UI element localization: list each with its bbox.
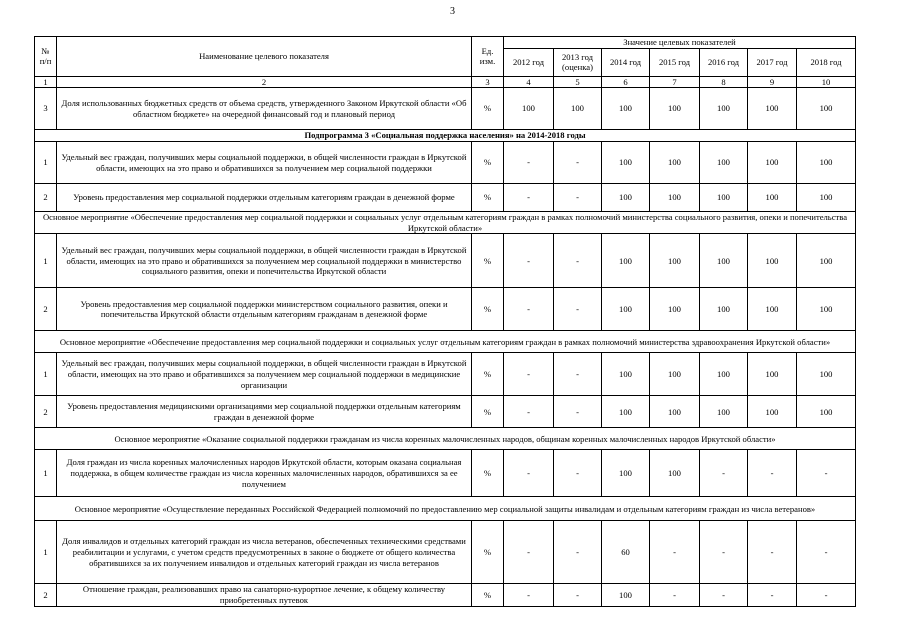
unit-cell: %	[472, 584, 504, 606]
column-number: 1	[35, 76, 57, 88]
value-cell: -	[650, 584, 700, 606]
section-row	[35, 428, 856, 450]
value-cell: 100	[554, 88, 602, 130]
value-cell: -	[700, 521, 748, 584]
column-number: 7	[650, 76, 700, 88]
value-cell: -	[797, 450, 856, 497]
column-number: 6	[602, 76, 650, 88]
value-cell: 100	[650, 234, 700, 288]
activity-title: Основное мероприятие «Оказание социальной поддержки гражданам из числа коренных малочисленных народов, общинам коренных малочисленных народов Иркутской области»	[35, 428, 856, 450]
value-cell: 100	[748, 142, 797, 184]
value-cell: 100	[797, 396, 856, 428]
indicator-name: Уровень предоставления мер социальной поддержки отдельным категориям граждан в денежной форме	[57, 184, 472, 212]
unit-cell: %	[472, 234, 504, 288]
row-number: 1	[35, 521, 57, 584]
value-cell: -	[504, 521, 554, 584]
header-values-group: Значение целевых показателей	[504, 37, 856, 49]
row-number: 2	[35, 288, 57, 331]
header-row-top	[35, 37, 856, 49]
value-cell: -	[504, 288, 554, 331]
value-cell: -	[554, 184, 602, 212]
row-number: 1	[35, 142, 57, 184]
header-year: 2018 год	[797, 48, 856, 76]
section-row	[35, 212, 856, 234]
value-cell: 100	[650, 142, 700, 184]
value-cell: -	[748, 450, 797, 497]
value-cell: 100	[602, 184, 650, 212]
column-number: 3	[472, 76, 504, 88]
section-row	[35, 130, 856, 142]
table-row	[35, 396, 856, 428]
value-cell: -	[504, 584, 554, 606]
column-number: 10	[797, 76, 856, 88]
value-cell: 100	[748, 184, 797, 212]
unit-cell: %	[472, 184, 504, 212]
value-cell: 100	[700, 142, 748, 184]
column-number: 4	[504, 76, 554, 88]
value-cell: -	[554, 353, 602, 396]
table-row	[35, 353, 856, 396]
indicator-name: Удельный вес граждан, получивших меры социальной поддержки, в общей численности граждан в Иркутской области, имеющих на это право и обратившихся за получением мер социальной поддержки	[57, 142, 472, 184]
unit-cell: %	[472, 288, 504, 331]
header-year: 2012 год	[504, 48, 554, 76]
value-cell: 100	[748, 234, 797, 288]
indicator-name: Доля использованных бюджетных средств от объема средств, утвержденного Законом Иркутской области «Об областном бюджете» на очередной финансовый год и плановый период	[57, 88, 472, 130]
table-row	[35, 521, 856, 584]
header-year: 2013 год (оценка)	[554, 48, 602, 76]
value-cell: -	[554, 396, 602, 428]
activity-title: Основное мероприятие «Обеспечение предоставления мер социальной поддержки и социальных услуг отдельным категориям граждан в рамках полномочий министерства социального развития, опеки и попечительства Иркутской области»	[35, 212, 856, 234]
value-cell: 100	[602, 450, 650, 497]
row-number: 2	[35, 184, 57, 212]
value-cell: -	[797, 521, 856, 584]
value-cell: 100	[602, 234, 650, 288]
value-cell: 100	[602, 353, 650, 396]
indicator-name: Доля граждан из числа коренных малочисленных народов Иркутской области, которым оказана социальная поддержка, в общем количестве граждан из числа коренных малочисленных народов, обратившихся за ее получением	[57, 450, 472, 497]
header-name: Наименование целевого показателя	[57, 37, 472, 77]
value-cell: 100	[650, 396, 700, 428]
table-row	[35, 234, 856, 288]
unit-cell: %	[472, 521, 504, 584]
value-cell: 100	[797, 288, 856, 331]
value-cell: 100	[748, 396, 797, 428]
value-cell: 100	[748, 353, 797, 396]
value-cell: 100	[797, 142, 856, 184]
value-cell: -	[504, 353, 554, 396]
value-cell: 100	[700, 184, 748, 212]
value-cell: -	[554, 450, 602, 497]
indicator-name: Отношение граждан, реализовавших право на санаторно-курортное лечение, к общему количеству приобретенных путевок	[57, 584, 472, 606]
value-cell: 60	[602, 521, 650, 584]
activity-title: Основное мероприятие «Обеспечение предоставления мер социальной поддержки и социальных услуг отдельным категориям граждан в рамках полномочий министерства здравоохранения Иркутской области»	[35, 331, 856, 353]
value-cell: 100	[797, 234, 856, 288]
header-year: 2014 год	[602, 48, 650, 76]
indicator-name: Уровень предоставления медицинскими организациями мер социальной поддержки отдельным категориям граждан в денежной форме	[57, 396, 472, 428]
value-cell: 100	[650, 353, 700, 396]
value-cell: -	[748, 521, 797, 584]
table-row	[35, 184, 856, 212]
header-num: № п/п	[35, 37, 57, 77]
value-cell: 100	[797, 88, 856, 130]
value-cell: -	[554, 521, 602, 584]
value-cell: 100	[700, 353, 748, 396]
header-year: 2017 год	[748, 48, 797, 76]
column-number: 8	[700, 76, 748, 88]
value-cell: -	[554, 584, 602, 606]
unit-cell: %	[472, 353, 504, 396]
value-cell: 100	[797, 353, 856, 396]
value-cell: 100	[504, 88, 554, 130]
header-unit: Ед. изм.	[472, 37, 504, 77]
column-number: 9	[748, 76, 797, 88]
unit-cell: %	[472, 450, 504, 497]
value-cell: 100	[602, 142, 650, 184]
table-row	[35, 142, 856, 184]
value-cell: -	[504, 184, 554, 212]
value-cell: 100	[602, 88, 650, 130]
value-cell: -	[797, 584, 856, 606]
value-cell: -	[700, 450, 748, 497]
row-number: 2	[35, 396, 57, 428]
value-cell: 100	[602, 584, 650, 606]
indicator-name: Удельный вес граждан, получивших меры социальной поддержки, в общей численности граждан в Иркутской области, имеющих на это право и обратившихся за получением мер социальной поддержки в министерство социального развития, опеки и попечительства Иркутской области	[57, 234, 472, 288]
column-numbers-row	[35, 76, 856, 88]
value-cell: 100	[650, 88, 700, 130]
table-row	[35, 450, 856, 497]
row-number: 1	[35, 353, 57, 396]
table-row	[35, 88, 856, 130]
value-cell: -	[554, 142, 602, 184]
row-number: 1	[35, 234, 57, 288]
value-cell: 100	[700, 234, 748, 288]
indicator-name: Уровень предоставления мер социальной поддержки министерством социального развития, опеки и попечительства Иркутской области отдельным категориям гражданам в денежной форме	[57, 288, 472, 331]
value-cell: -	[700, 584, 748, 606]
value-cell: -	[504, 142, 554, 184]
value-cell: -	[650, 521, 700, 584]
indicator-name: Доля инвалидов и отдельных категорий граждан из числа ветеранов, обеспеченных техническими средствами реабилитации и услугами, с учетом средств предусмотренных в законе о бюджете от общего количества обратившихся за их получением инвалидов и отдельных категорий граждан из числа ветеранов	[57, 521, 472, 584]
column-number: 5	[554, 76, 602, 88]
section-row	[35, 497, 856, 521]
value-cell: 100	[602, 396, 650, 428]
value-cell: 100	[650, 450, 700, 497]
table-row	[35, 288, 856, 331]
value-cell: -	[504, 450, 554, 497]
value-cell: -	[504, 396, 554, 428]
unit-cell: %	[472, 88, 504, 130]
section-row	[35, 331, 856, 353]
indicator-name: Удельный вес граждан, получивших меры социальной поддержки, в общей численности граждан в Иркутской области, имеющих на это право и обратившихся за получением мер социальной поддержки в медицинские организации	[57, 353, 472, 396]
value-cell: 100	[602, 288, 650, 331]
value-cell: -	[504, 234, 554, 288]
header-year: 2015 год	[650, 48, 700, 76]
value-cell: 100	[700, 88, 748, 130]
table-row	[35, 584, 856, 606]
value-cell: 100	[797, 184, 856, 212]
value-cell: 100	[700, 288, 748, 331]
target-indicators-table	[34, 36, 856, 607]
header-year: 2016 год	[700, 48, 748, 76]
column-number: 2	[57, 76, 472, 88]
value-cell: -	[554, 288, 602, 331]
value-cell: 100	[700, 396, 748, 428]
subprogram-title: Подпрограмма 3 «Социальная поддержка населения» на 2014-2018 годы	[35, 130, 856, 142]
row-number: 1	[35, 450, 57, 497]
page-number: 3	[450, 6, 455, 17]
unit-cell: %	[472, 142, 504, 184]
unit-cell: %	[472, 396, 504, 428]
value-cell: -	[748, 584, 797, 606]
value-cell: 100	[650, 288, 700, 331]
row-number: 2	[35, 584, 57, 606]
value-cell: 100	[748, 88, 797, 130]
value-cell: 100	[748, 288, 797, 331]
value-cell: 100	[650, 184, 700, 212]
activity-title: Основное мероприятие «Осуществление переданных Российской Федерацией полномочий по предоставлению мер социальной защиты инвалидам и отдельным категориям граждан из числа ветеранов»	[35, 497, 856, 521]
value-cell: -	[554, 234, 602, 288]
row-number: 3	[35, 88, 57, 130]
